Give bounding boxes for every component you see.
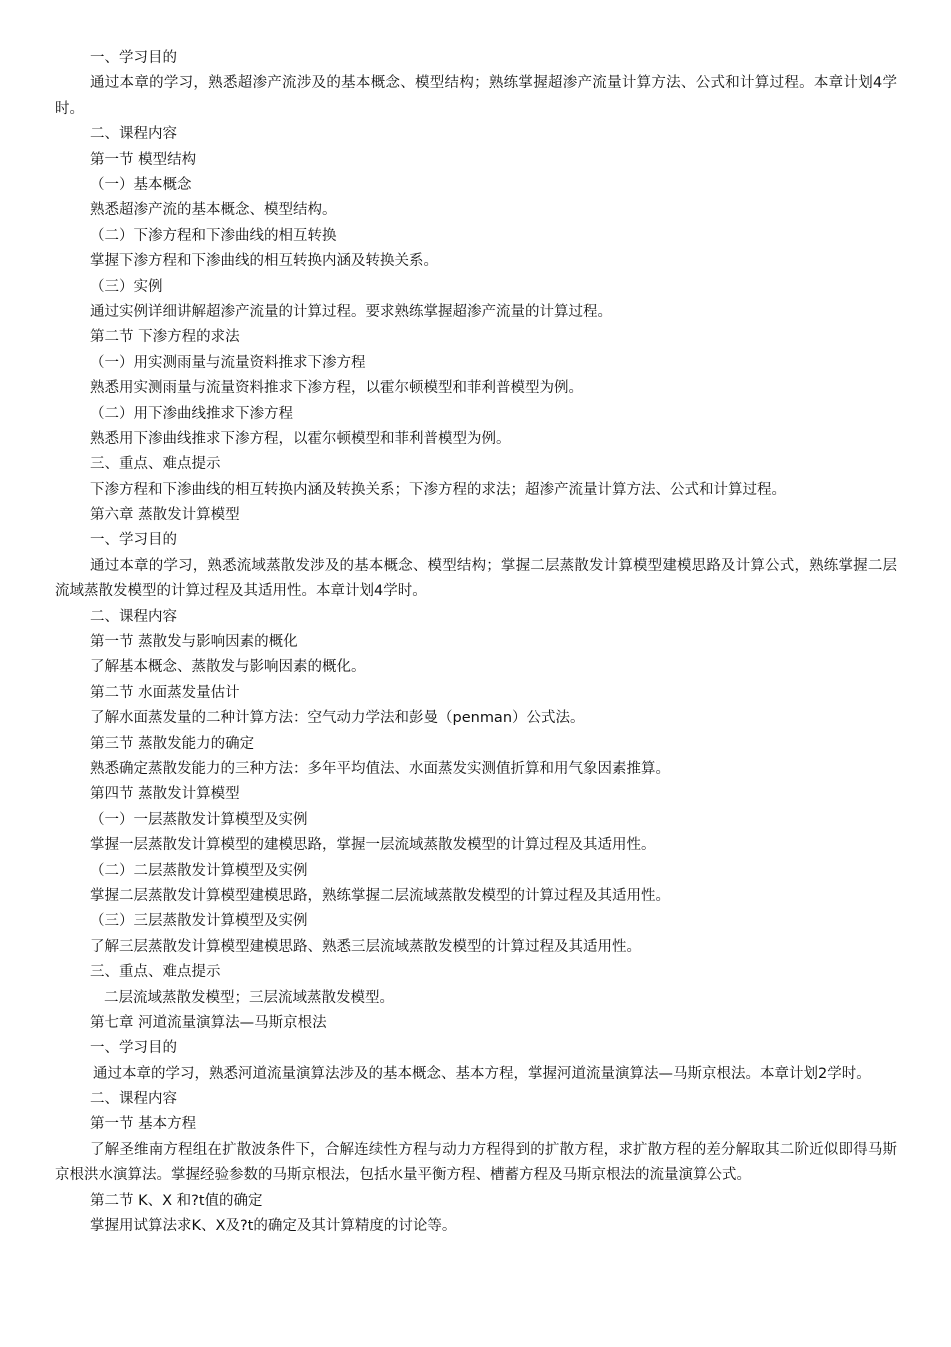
paragraph: 通过本章的学习，熟悉流域蒸散发涉及的基本概念、模型结构；掌握二层蒸散发计算模型建模思路及计算公式，熟练掌握二层流域蒸散发模型的计算过程及其适用性。本章计划4学时。 xyxy=(55,557,897,600)
paragraph: 熟悉确定蒸散发能力的三种方法：多年平均值法、水面蒸发实测值折算和用气象因素推算。 xyxy=(90,761,670,777)
section-heading: 二、课程内容 xyxy=(90,126,177,143)
subsection-heading: 第四节 蒸散发计算模型 xyxy=(90,786,240,803)
paragraph: 下渗方程和下渗曲线的相互转换内涵及转换关系；下渗方程的求法；超渗产流量计算方法、公式和计算过程。 xyxy=(90,481,786,498)
section-heading: 一、学习目的 xyxy=(90,1040,177,1057)
subsection-heading: 第二节 K、X 和?t值的确定 xyxy=(90,1192,263,1209)
item-heading: （三）三层蒸散发计算模型及实例 xyxy=(90,913,308,930)
item-heading: （一）用实测雨量与流量资料推求下渗方程 xyxy=(90,354,366,371)
paragraph: 了解基本概念、蒸散发与影响因素的概化。 xyxy=(90,659,366,676)
item-heading: （二）下渗方程和下渗曲线的相互转换 xyxy=(90,227,337,244)
subsection-heading: 第二节 水面蒸发量估计 xyxy=(90,684,240,701)
subsection-heading: 第一节 模型结构 xyxy=(90,151,197,168)
item-heading: （二）二层蒸散发计算模型及实例 xyxy=(90,862,308,879)
section-heading: 一、学习目的 xyxy=(90,532,177,549)
section-heading: 二、课程内容 xyxy=(90,1091,177,1108)
item-heading: （一）一层蒸散发计算模型及实例 xyxy=(90,811,308,828)
paragraph: 了解水面蒸发量的二种计算方法：空气动力学法和彭曼（penman）公式法。 xyxy=(90,710,585,727)
chapter-heading: 第七章 河道流量演算法—马斯京根法 xyxy=(90,1014,327,1031)
section-heading: 一、学习目的 xyxy=(90,50,177,66)
paragraph: 熟悉用实测雨量与流量资料推求下渗方程，以霍尔顿模型和菲利普模型为例。 xyxy=(90,380,583,397)
paragraph: 通过本章的学习，熟悉超渗产流涉及的基本概念、模型结构；熟练掌握超渗产流量计算方法、公式和计算过程。本章计划4学时。 xyxy=(55,75,897,117)
paragraph: 通过实例详细讲解超渗产流量的计算过程。要求熟练掌握超渗产流量的计算过程。 xyxy=(90,303,612,320)
paragraph: 掌握下渗方程和下渗曲线的相互转换内涵及转换关系。 xyxy=(90,253,438,270)
paragraph: 掌握用试算法求K、X及?t的确定及其计算精度的讨论等。 xyxy=(90,1218,457,1235)
item-heading: （二）用下渗曲线推求下渗方程 xyxy=(90,405,293,422)
paragraph: 二层流域蒸散发模型；三层流域蒸散发模型。 xyxy=(104,989,394,1006)
document-body xyxy=(55,46,897,1239)
subsection-heading: 第一节 蒸散发与影响因素的概化 xyxy=(90,634,298,651)
paragraph: 通过本章的学习，熟悉河道流量演算法涉及的基本概念、基本方程，掌握河道流量演算法—马斯京根法。本章计划2学时。 xyxy=(93,1065,871,1082)
paragraph: 掌握二层蒸散发计算模型建模思路，熟练掌握二层流域蒸散发模型的计算过程及其适用性。 xyxy=(90,887,670,904)
paragraph: 掌握一层蒸散发计算模型的建模思路，掌握一层流域蒸散发模型的计算过程及其适用性。 xyxy=(90,837,656,854)
section-heading: 二、课程内容 xyxy=(90,608,177,625)
paragraph: 熟悉超渗产流的基本概念、模型结构。 xyxy=(90,202,337,219)
section-heading: 三、重点、难点提示 xyxy=(90,964,221,981)
subsection-heading: 第一节 基本方程 xyxy=(90,1116,197,1133)
paragraph: 了解圣维南方程组在扩散波条件下，合解连续性方程与动力方程得到的扩散方程，求扩散方程的差分解取其二阶近似即得马斯京根洪水演算法。掌握经验参数的马斯京根法，包括水量平衡方程、槽蓄方程及马斯京根法的流量演算公式。 xyxy=(55,1141,897,1184)
chapter-heading: 第六章 蒸散发计算模型 xyxy=(90,507,240,524)
subsection-heading: 第二节 下渗方程的求法 xyxy=(90,329,240,346)
item-heading: （三）实例 xyxy=(90,278,163,295)
item-heading: （一）基本概念 xyxy=(90,176,192,193)
paragraph: 了解三层蒸散发计算模型建模思路、熟悉三层流域蒸散发模型的计算过程及其适用性。 xyxy=(90,938,641,955)
subsection-heading: 第三节 蒸散发能力的确定 xyxy=(90,735,255,752)
paragraph: 熟悉用下渗曲线推求下渗方程，以霍尔顿模型和菲利普模型为例。 xyxy=(90,430,511,447)
section-heading: 三、重点、难点提示 xyxy=(90,456,221,473)
